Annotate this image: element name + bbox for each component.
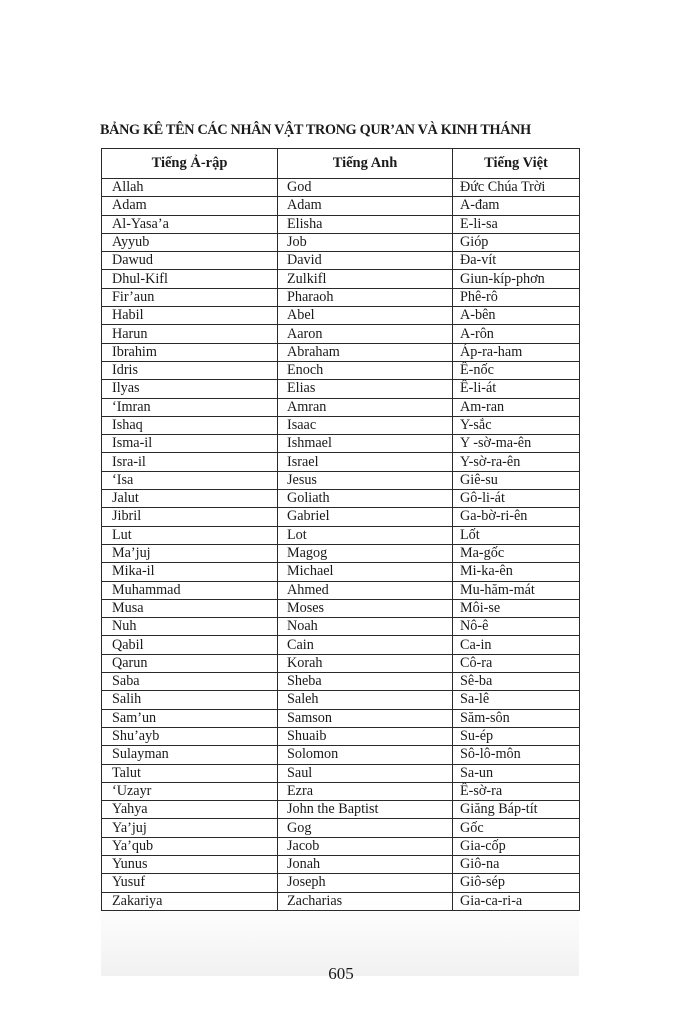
table-row: [102, 471, 580, 489]
english-name-cell: Enoch: [278, 361, 453, 379]
arabic-name-cell: Jibril: [102, 508, 278, 526]
vietnamese-name-cell: Đức Chúa Trời: [453, 179, 580, 197]
table-row: [102, 892, 580, 910]
arabic-name-cell: Yunus: [102, 855, 278, 873]
arabic-name-cell: Jalut: [102, 490, 278, 508]
table-row: [102, 599, 580, 617]
vietnamese-name-cell: Giăng Báp-tít: [453, 801, 580, 819]
table-row: [102, 855, 580, 873]
table-row: [102, 490, 580, 508]
table-row: [102, 819, 580, 837]
english-name-cell: Samson: [278, 709, 453, 727]
table-row: [102, 398, 580, 416]
arabic-name-cell: Isma-il: [102, 435, 278, 453]
arabic-name-cell: Ayyub: [102, 233, 278, 251]
arabic-name-cell: Yusuf: [102, 874, 278, 892]
vietnamese-name-cell: Nô-ê: [453, 618, 580, 636]
vietnamese-name-cell: Giê-su: [453, 471, 580, 489]
english-name-cell: Ezra: [278, 782, 453, 800]
english-name-cell: Zacharias: [278, 892, 453, 910]
header-arabic: Tiếng Ả-rập: [102, 149, 278, 179]
vietnamese-name-cell: Gia-cốp: [453, 837, 580, 855]
table-row: [102, 727, 580, 745]
table-row: [102, 709, 580, 727]
english-name-cell: Sheba: [278, 673, 453, 691]
arabic-name-cell: Fir’aun: [102, 288, 278, 306]
table-row: [102, 215, 580, 233]
arabic-name-cell: ‘Imran: [102, 398, 278, 416]
english-name-cell: Jonah: [278, 855, 453, 873]
english-name-cell: Israel: [278, 453, 453, 471]
arabic-name-cell: Mika-il: [102, 563, 278, 581]
vietnamese-name-cell: A-đam: [453, 197, 580, 215]
vietnamese-name-cell: Đa-vít: [453, 252, 580, 270]
header-vietnamese: Tiếng Việt: [453, 149, 580, 179]
table-row: [102, 435, 580, 453]
table-row: [102, 581, 580, 599]
table-row: [102, 416, 580, 434]
arabic-name-cell: Harun: [102, 325, 278, 343]
table-row: [102, 526, 580, 544]
arabic-name-cell: Ma’juj: [102, 544, 278, 562]
table-row: [102, 654, 580, 672]
table-row: [102, 782, 580, 800]
english-name-cell: David: [278, 252, 453, 270]
arabic-name-cell: Ya’qub: [102, 837, 278, 855]
arabic-name-cell: Saba: [102, 673, 278, 691]
arabic-name-cell: Yahya: [102, 801, 278, 819]
vietnamese-name-cell: Sô-lô-môn: [453, 746, 580, 764]
english-name-cell: Pharaoh: [278, 288, 453, 306]
table-header-row: [102, 149, 580, 179]
table-row: [102, 673, 580, 691]
english-name-cell: Elisha: [278, 215, 453, 233]
vietnamese-name-cell: E-li-sa: [453, 215, 580, 233]
vietnamese-name-cell: Giun-kíp-phơn: [453, 270, 580, 288]
table-row: [102, 343, 580, 361]
vietnamese-name-cell: Lốt: [453, 526, 580, 544]
table-row: [102, 618, 580, 636]
english-name-cell: Adam: [278, 197, 453, 215]
table-row: [102, 563, 580, 581]
vietnamese-name-cell: Giô-sép: [453, 874, 580, 892]
table-row: [102, 508, 580, 526]
vietnamese-name-cell: A-rôn: [453, 325, 580, 343]
table-row: [102, 636, 580, 654]
vietnamese-name-cell: Ê-sờ-ra: [453, 782, 580, 800]
english-name-cell: Aaron: [278, 325, 453, 343]
arabic-name-cell: ‘Uzayr: [102, 782, 278, 800]
vietnamese-name-cell: Áp-ra-ham: [453, 343, 580, 361]
vietnamese-name-cell: Y -sờ-ma-ên: [453, 435, 580, 453]
english-name-cell: Shuaib: [278, 727, 453, 745]
vietnamese-name-cell: Am-ran: [453, 398, 580, 416]
arabic-name-cell: Talut: [102, 764, 278, 782]
table-row: [102, 746, 580, 764]
english-name-cell: Korah: [278, 654, 453, 672]
english-name-cell: Gabriel: [278, 508, 453, 526]
arabic-name-cell: Ibrahim: [102, 343, 278, 361]
english-name-cell: Gog: [278, 819, 453, 837]
english-name-cell: Goliath: [278, 490, 453, 508]
vietnamese-name-cell: Y-sờ-ra-ên: [453, 453, 580, 471]
arabic-name-cell: Zakariya: [102, 892, 278, 910]
english-name-cell: God: [278, 179, 453, 197]
english-name-cell: Moses: [278, 599, 453, 617]
arabic-name-cell: Dawud: [102, 252, 278, 270]
vietnamese-name-cell: Mu-hăm-mát: [453, 581, 580, 599]
arabic-name-cell: Nuh: [102, 618, 278, 636]
vietnamese-name-cell: Y-sắc: [453, 416, 580, 434]
arabic-name-cell: Salih: [102, 691, 278, 709]
english-name-cell: Lot: [278, 526, 453, 544]
table-row: [102, 453, 580, 471]
arabic-name-cell: Adam: [102, 197, 278, 215]
vietnamese-name-cell: Sa-un: [453, 764, 580, 782]
english-name-cell: Job: [278, 233, 453, 251]
english-name-cell: Ahmed: [278, 581, 453, 599]
arabic-name-cell: Qarun: [102, 654, 278, 672]
arabic-name-cell: ‘Isa: [102, 471, 278, 489]
arabic-name-cell: Lut: [102, 526, 278, 544]
vietnamese-name-cell: Ma-gốc: [453, 544, 580, 562]
arabic-name-cell: Al-Yasa’a: [102, 215, 278, 233]
vietnamese-name-cell: Ga-bờ-ri-ên: [453, 508, 580, 526]
table-row: [102, 197, 580, 215]
english-name-cell: Abraham: [278, 343, 453, 361]
page-number: 605: [328, 964, 354, 983]
names-table: [101, 148, 580, 911]
vietnamese-name-cell: Phê-rô: [453, 288, 580, 306]
english-name-cell: Ishmael: [278, 435, 453, 453]
table-row: [102, 691, 580, 709]
vietnamese-name-cell: Ê-li-át: [453, 380, 580, 398]
english-name-cell: Amran: [278, 398, 453, 416]
table-row: [102, 270, 580, 288]
vietnamese-name-cell: Ê-nốc: [453, 361, 580, 379]
arabic-name-cell: Ya’juj: [102, 819, 278, 837]
vietnamese-name-cell: Gô-li-át: [453, 490, 580, 508]
table-row: [102, 288, 580, 306]
vietnamese-name-cell: Cô-ra: [453, 654, 580, 672]
english-name-cell: Cain: [278, 636, 453, 654]
vietnamese-name-cell: Gốc: [453, 819, 580, 837]
table-row: [102, 307, 580, 325]
arabic-name-cell: Qabil: [102, 636, 278, 654]
vietnamese-name-cell: Sa-lê: [453, 691, 580, 709]
arabic-name-cell: Sam’un: [102, 709, 278, 727]
table-row: [102, 325, 580, 343]
english-name-cell: Solomon: [278, 746, 453, 764]
table-row: [102, 233, 580, 251]
table-row: [102, 179, 580, 197]
vietnamese-name-cell: A-bên: [453, 307, 580, 325]
header-english: Tiếng Anh: [278, 149, 453, 179]
vietnamese-name-cell: Su-ép: [453, 727, 580, 745]
arabic-name-cell: Dhul-Kifl: [102, 270, 278, 288]
english-name-cell: Michael: [278, 563, 453, 581]
table-row: [102, 252, 580, 270]
english-name-cell: Elias: [278, 380, 453, 398]
vietnamese-name-cell: Môi-se: [453, 599, 580, 617]
vietnamese-name-cell: Gióp: [453, 233, 580, 251]
arabic-name-cell: Idris: [102, 361, 278, 379]
vietnamese-name-cell: Sê-ba: [453, 673, 580, 691]
vietnamese-name-cell: Mi-ka-ên: [453, 563, 580, 581]
english-name-cell: Abel: [278, 307, 453, 325]
vietnamese-name-cell: Giô-na: [453, 855, 580, 873]
english-name-cell: Noah: [278, 618, 453, 636]
arabic-name-cell: Habil: [102, 307, 278, 325]
english-name-cell: Saul: [278, 764, 453, 782]
arabic-name-cell: Ishaq: [102, 416, 278, 434]
english-name-cell: Magog: [278, 544, 453, 562]
table-row: [102, 361, 580, 379]
table-row: [102, 801, 580, 819]
english-name-cell: John the Baptist: [278, 801, 453, 819]
english-name-cell: Zulkifl: [278, 270, 453, 288]
table-row: [102, 837, 580, 855]
vietnamese-name-cell: Ca-in: [453, 636, 580, 654]
english-name-cell: Joseph: [278, 874, 453, 892]
english-name-cell: Jesus: [278, 471, 453, 489]
vietnamese-name-cell: Gia-ca-ri-a: [453, 892, 580, 910]
arabic-name-cell: Ilyas: [102, 380, 278, 398]
english-name-cell: Isaac: [278, 416, 453, 434]
vietnamese-name-cell: Săm-sôn: [453, 709, 580, 727]
arabic-name-cell: Isra-il: [102, 453, 278, 471]
english-name-cell: Jacob: [278, 837, 453, 855]
arabic-name-cell: Shu’ayb: [102, 727, 278, 745]
table-row: [102, 874, 580, 892]
page-title: BẢNG KÊ TÊN CÁC NHÂN VẬT TRONG QUR’AN VÀ KINH THÁNH: [100, 122, 531, 138]
table-row: [102, 544, 580, 562]
table-row: [102, 380, 580, 398]
arabic-name-cell: Sulayman: [102, 746, 278, 764]
table-row: [102, 764, 580, 782]
english-name-cell: Saleh: [278, 691, 453, 709]
arabic-name-cell: Musa: [102, 599, 278, 617]
arabic-name-cell: Muhammad: [102, 581, 278, 599]
arabic-name-cell: Allah: [102, 179, 278, 197]
